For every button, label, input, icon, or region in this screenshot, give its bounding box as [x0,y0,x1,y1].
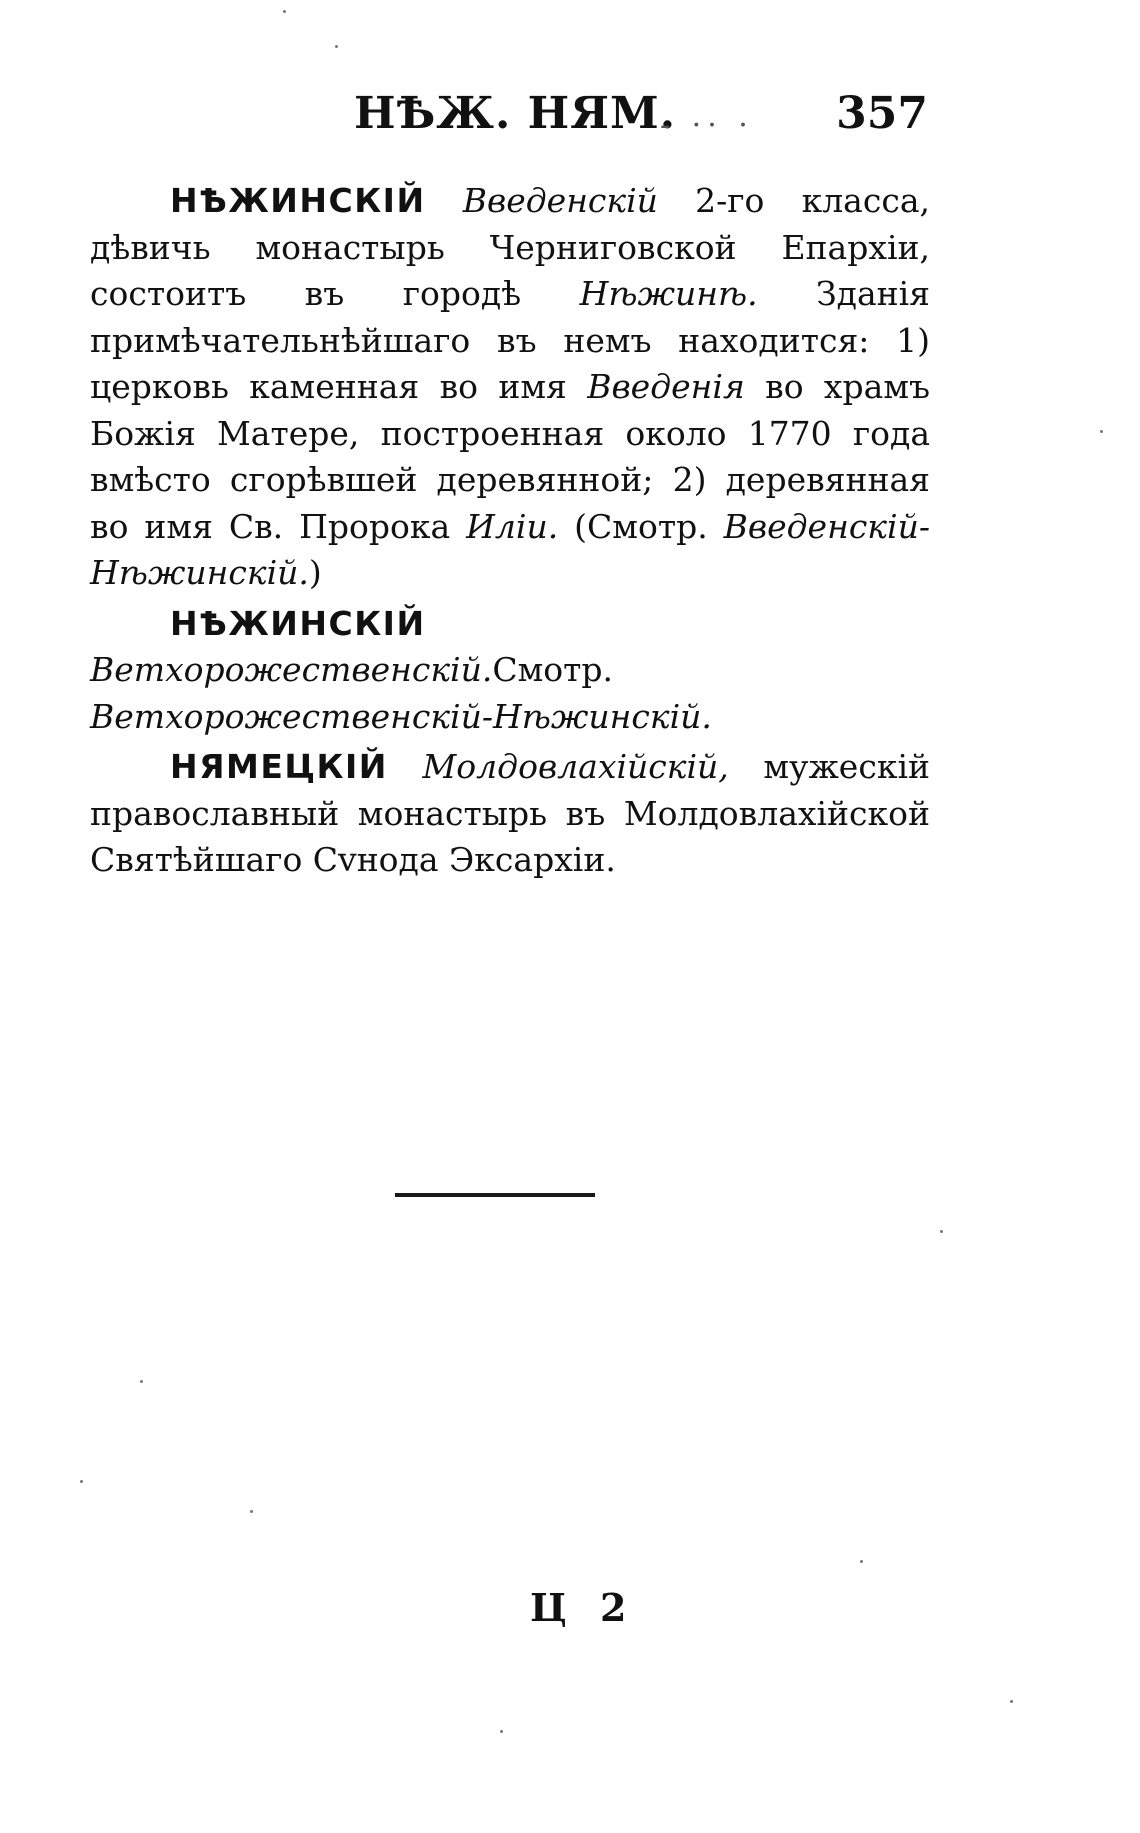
paper-speck [283,10,286,13]
entry-cross-reference: Введенскій-Нѣжинскій. [90,506,930,592]
entry-text: Зданія примѣчательнѣйшаго въ немъ находится: 1) церковь каменная во имя [90,274,930,406]
page-header [90,88,928,148]
running-head: НѢЖ. НЯМ. [354,88,677,139]
paper-speck [1010,1700,1013,1703]
paper-speck [1100,430,1103,433]
paper-speck [140,1380,143,1383]
entry-italic-prophet: Иліи. [466,506,559,546]
paper-speck [335,45,338,48]
entry-text: Смотр. [492,650,613,689]
entry-text: 2-го класса, дѣвичь монастырь Черниговской Епархіи, состоитъ въ городѣ [90,181,930,313]
entry-nezhinsky-vvedensky [90,178,930,597]
paper-speck [80,1480,83,1483]
paper-speck [250,1510,253,1513]
entry-text: мужескій православный монастырь въ Молдовлахійской Святѣйшаго Сvнода Эксархіи. [90,747,930,879]
paper-speck [500,1730,503,1733]
entry-nezhinsky-vetkhorozhestvensky [90,601,930,741]
header-dots: - ·· · [660,108,754,143]
signature-mark: Ц 2 [530,1585,637,1630]
entry-italic-town: Нѣжинѣ. [579,274,758,313]
entry-cross-reference: Ветхорожественскій-Нѣжинскій. [90,696,712,736]
dictionary-entries [90,178,930,884]
entry-italic-name: Введенскій [462,181,658,220]
entry-italic-name: Молдовлахійскій, [422,747,729,786]
entry-text: во храмъ Божія Матере, построенная около 1770 года вмѣсто сгорѣвшей деревянной; 2) деревянная во имя Св. Пророка [90,367,931,546]
entry-nyametsky [90,744,930,884]
entry-text: (Смотр. [558,506,724,546]
entry-headword: НЯМЕЦКІЙ [170,747,388,786]
entry-headword: НѢЖИНСКІЙ [170,603,426,643]
paper-speck [860,1560,863,1563]
page-number: 357 [836,88,928,139]
entry-italic-feast: Введенія [587,367,745,406]
section-rule [395,1193,595,1197]
paper-speck [940,1230,943,1233]
entry-text: ) [308,553,322,592]
entry-headword: НѢЖИНСКІЙ [170,181,426,220]
entry-italic-name: Ветхорожественскій. [90,650,493,689]
